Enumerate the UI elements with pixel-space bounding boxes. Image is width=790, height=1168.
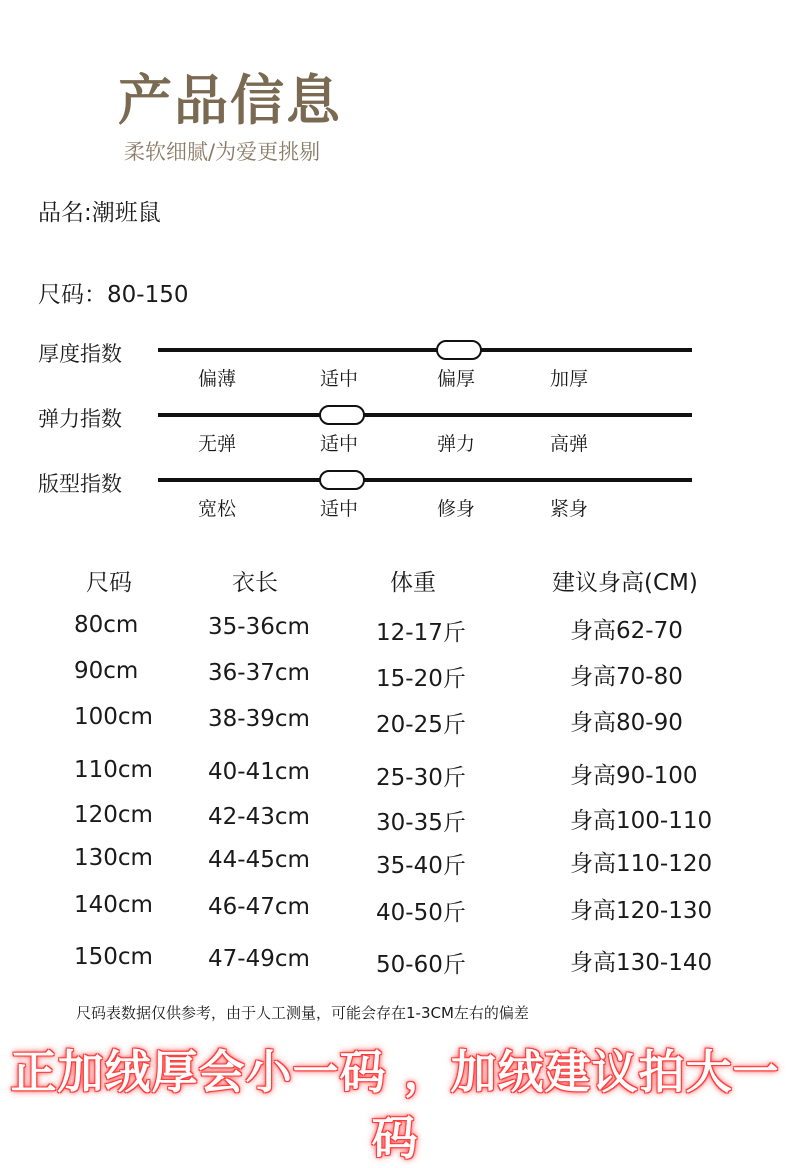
fit-option: 适中 (320, 498, 359, 520)
table-cell: 身高110-120 (570, 851, 713, 877)
table-cell: 44-45cm (208, 847, 310, 873)
table-cell: 身高62-70 (570, 618, 683, 644)
table-cell: 80cm (74, 612, 139, 638)
table-cell: 46-47cm (208, 894, 310, 920)
table-header-height: 建议身高(CM) (552, 570, 698, 596)
fit-option: 紧身 (550, 498, 589, 520)
table-cell: 150cm (74, 944, 153, 970)
table-cell: 36-37cm (208, 660, 310, 686)
measurement-note: 尺码表数据仅供参考，由于人工测量，可能会存在1-3CM左右的偏差 (76, 1004, 529, 1022)
thickness-track (158, 348, 692, 352)
table-cell: 50-60斤 (376, 952, 466, 978)
table-cell: 身高70-80 (570, 664, 683, 690)
fit-option: 宽松 (198, 498, 237, 520)
table-cell: 30-35斤 (376, 810, 466, 836)
table-cell: 40-50斤 (376, 900, 466, 926)
size-range: 尺码：80-150 (38, 282, 189, 308)
promo-banner: 正加绒厚会小一码 ，加绒建议拍大一码 (10, 1045, 780, 1165)
table-cell: 身高130-140 (570, 950, 713, 976)
table-cell: 身高90-100 (570, 763, 698, 789)
table-cell: 140cm (74, 892, 153, 918)
table-cell: 身高80-90 (570, 710, 683, 736)
index-label-fit: 版型指数 (38, 472, 122, 496)
table-cell: 38-39cm (208, 706, 310, 732)
table-cell: 身高100-110 (570, 808, 713, 834)
thickness-option: 偏厚 (437, 368, 476, 390)
elasticity-track (158, 413, 692, 417)
table-cell: 120cm (74, 802, 153, 828)
table-cell: 130cm (74, 845, 153, 871)
index-label-thickness: 厚度指数 (38, 342, 122, 366)
elasticity-option: 适中 (320, 433, 359, 455)
table-header-size: 尺码 (86, 570, 132, 596)
fit-track (158, 478, 692, 482)
thickness-option: 偏薄 (198, 368, 237, 390)
fit-knob (319, 470, 365, 490)
index-label-elasticity: 弹力指数 (38, 407, 122, 431)
table-cell: 15-20斤 (376, 666, 466, 692)
table-cell: 20-25斤 (376, 712, 466, 738)
thickness-option: 适中 (320, 368, 359, 390)
table-cell: 35-40斤 (376, 853, 466, 879)
product-name: 品名:潮班鼠 (38, 200, 161, 226)
thickness-knob (436, 340, 482, 360)
table-cell: 47-49cm (208, 946, 310, 972)
table-header-weight: 体重 (390, 570, 436, 596)
table-cell: 100cm (74, 704, 153, 730)
page-title: 产品信息 (118, 69, 342, 132)
table-cell: 110cm (74, 757, 153, 783)
table-cell: 42-43cm (208, 804, 310, 830)
table-cell: 35-36cm (208, 614, 310, 640)
table-header-length: 衣长 (232, 570, 278, 596)
table-cell: 90cm (74, 658, 139, 684)
table-cell: 身高120-130 (570, 898, 713, 924)
table-cell: 12-17斤 (376, 620, 466, 646)
fit-option: 修身 (437, 498, 476, 520)
table-cell: 40-41cm (208, 759, 310, 785)
table-cell: 25-30斤 (376, 765, 466, 791)
elasticity-option: 高弹 (550, 433, 589, 455)
elasticity-option: 无弹 (198, 433, 237, 455)
thickness-option: 加厚 (550, 368, 589, 390)
page-subtitle: 柔软细腻/为爱更挑剔 (124, 140, 321, 164)
elasticity-option: 弹力 (437, 433, 476, 455)
elasticity-knob (319, 405, 365, 425)
